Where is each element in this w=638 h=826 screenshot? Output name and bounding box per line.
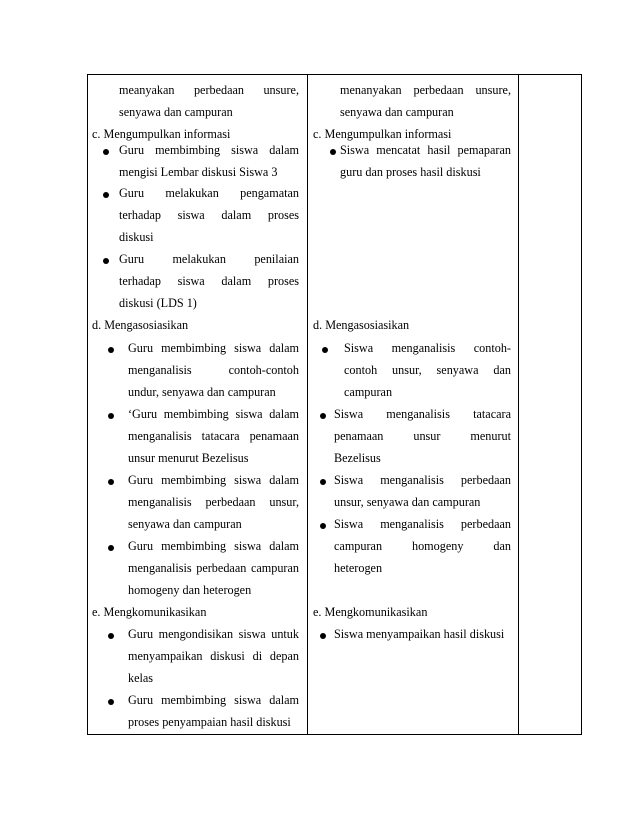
list-item-line: campuran homogeny dan bbox=[334, 539, 511, 553]
bullet-icon bbox=[103, 258, 109, 264]
list-item-line: heterogen bbox=[334, 561, 383, 575]
list-item-line: terhadap siswa dalam proses bbox=[119, 208, 299, 222]
list-item-line: Guru mengondisikan siswa untuk bbox=[128, 627, 299, 641]
section-heading-e: e. Mengkomunikasikan bbox=[92, 605, 207, 619]
list-item-line: Guru membimbing siswa dalam bbox=[128, 539, 299, 553]
teacher-activity-cell bbox=[88, 75, 308, 735]
section-heading-d: d. Mengasosiasikan bbox=[92, 318, 189, 332]
list-item-line: mengisi Lembar diskusi Siswa 3 bbox=[119, 165, 278, 179]
section-heading-e: e. Mengkomunikasikan bbox=[313, 605, 428, 619]
list-item-line: unsur, senyawa dan campuran bbox=[334, 495, 481, 509]
list-item-line: menganalisis perbedaan campuran bbox=[128, 561, 299, 575]
list-item-line: Siswa menyampaikan hasil diskusi bbox=[334, 627, 505, 641]
list-item-line: Guru membimbing siswa dalam bbox=[128, 341, 299, 355]
list-item-line: Siswa menganalisis tatacara bbox=[334, 407, 511, 421]
student-activity-cell bbox=[308, 75, 519, 735]
bullet-icon bbox=[103, 149, 109, 155]
list-item-line: Guru membimbing siswa dalam bbox=[119, 143, 299, 157]
bullet-icon bbox=[103, 192, 109, 198]
list-item-line: Siswa menganalisis contoh- bbox=[344, 341, 511, 355]
bullet-icon bbox=[322, 347, 328, 353]
list-item-line: Siswa mencatat hasil pemaparan bbox=[340, 143, 511, 157]
intro-line: senyawa dan campuran bbox=[119, 105, 233, 119]
section-heading-c: c. Mengumpulkan informasi bbox=[92, 127, 231, 141]
intro-line: menanyakan perbedaan unsure, bbox=[340, 83, 511, 97]
list-item-line: homogeny dan heterogen bbox=[128, 583, 252, 597]
list-item-line: senyawa dan campuran bbox=[128, 517, 242, 531]
empty-cell bbox=[519, 75, 582, 735]
list-item-line: Guru membimbing siswa dalam bbox=[128, 473, 299, 487]
list-item-line: campuran bbox=[344, 385, 393, 399]
list-item-line: ‘Guru membimbing siswa dalam bbox=[128, 407, 299, 421]
list-item-line: menyampaikan diskusi di depan bbox=[128, 649, 299, 663]
bullet-icon bbox=[108, 413, 114, 419]
intro-line: meanyakan perbedaan unsure, bbox=[119, 83, 299, 97]
bullet-icon bbox=[320, 413, 326, 419]
bullet-icon bbox=[320, 523, 326, 529]
list-item-line: Guru membimbing siswa dalam bbox=[128, 693, 299, 707]
bullet-icon bbox=[108, 479, 114, 485]
intro-line: senyawa dan campuran bbox=[340, 105, 454, 119]
list-item-line: Bezelisus bbox=[334, 451, 381, 465]
list-item-line: menganalisis perbedaan unsur, bbox=[128, 495, 299, 509]
list-item-line: terhadap siswa dalam proses bbox=[119, 274, 299, 288]
bullet-icon bbox=[320, 479, 326, 485]
list-item-line: penamaan unsur menurut bbox=[334, 429, 511, 443]
list-item-line: menganalisis contoh-contoh bbox=[128, 363, 299, 377]
bullet-icon bbox=[108, 545, 114, 551]
list-item-line: Guru melakukan penilaian bbox=[119, 252, 299, 266]
list-item-line: Guru melakukan pengamatan bbox=[119, 186, 299, 200]
list-item-line: guru dan proses hasil diskusi bbox=[340, 165, 481, 179]
list-item-line: proses penyampaian hasil diskusi bbox=[128, 715, 291, 729]
table-row bbox=[88, 75, 582, 735]
section-heading-d: d. Mengasosiasikan bbox=[313, 318, 410, 332]
list-item-line: diskusi bbox=[119, 230, 154, 244]
list-item-line: contoh unsur, senyawa dan bbox=[344, 363, 511, 377]
list-item-line: menganalisis tatacara penamaan bbox=[128, 429, 299, 443]
bullet-icon bbox=[108, 699, 114, 705]
list-item-line: kelas bbox=[128, 671, 154, 685]
list-item-line: undur, senyawa dan campuran bbox=[128, 385, 276, 399]
bullet-icon bbox=[330, 149, 336, 155]
list-item-line: Siswa menganalisis perbedaan bbox=[334, 517, 511, 531]
lesson-activity-table bbox=[87, 74, 582, 735]
list-item-line: diskusi (LDS 1) bbox=[119, 296, 197, 310]
list-item-line: unsur menurut Bezelisus bbox=[128, 451, 249, 465]
bullet-icon bbox=[108, 633, 114, 639]
bullet-icon bbox=[320, 633, 326, 639]
list-item-line: Siswa menganalisis perbedaan bbox=[334, 473, 511, 487]
section-heading-c: c. Mengumpulkan informasi bbox=[313, 127, 452, 141]
bullet-icon bbox=[108, 347, 114, 353]
